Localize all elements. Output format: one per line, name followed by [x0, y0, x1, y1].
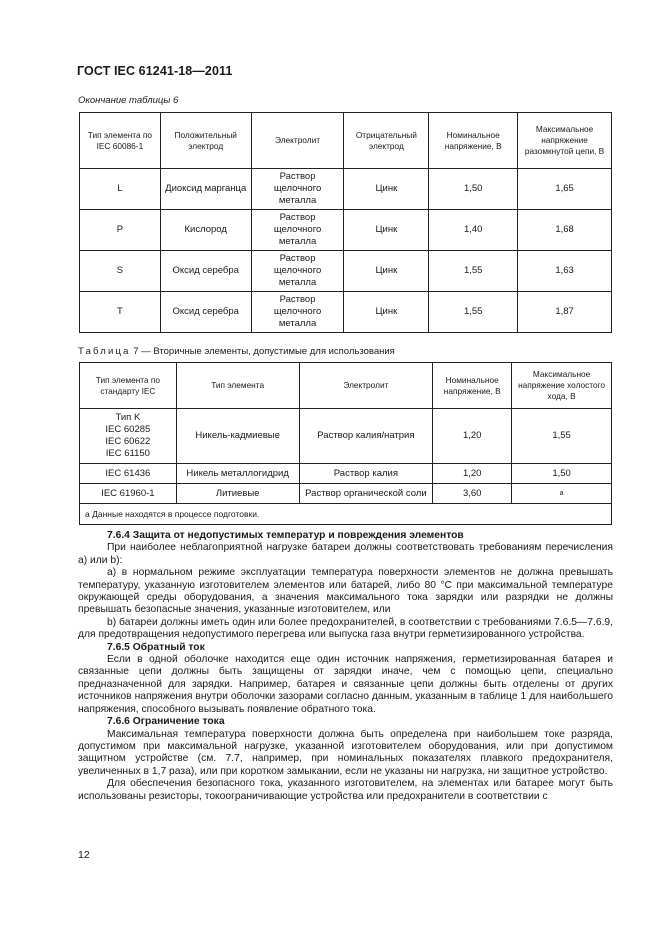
- table7-caption-label: Таблица: [78, 346, 131, 357]
- table-cell: IEC 61960-1: [80, 484, 177, 504]
- table-6: [79, 112, 612, 333]
- table7-header-nominal: Номинальное напряжение, В: [433, 363, 512, 409]
- paragraph: Максимальная температура поверхности должна быть определена при наибольшем токе разряда, допустимом при максимальной нагрузке, указанной изготовителем оборудования, или при допустимом защитном устройстве (см. 7.7, например, при номинальных показателях плавкого предохранителя, увеличенных в 1,7 раза), или при коротком замыкании, если не указаны ни нагрузка, ни защитное устройство.: [78, 728, 613, 777]
- table7-header-max: Максимальное напряжение холостого хода, В: [512, 363, 612, 409]
- table-cell: Диоксид марганца: [160, 169, 251, 210]
- table-cell: P: [80, 210, 161, 251]
- table-cell: T: [80, 292, 161, 333]
- table-row: [80, 464, 612, 484]
- table7-footnote: a Данные находятся в процессе подготовки.: [80, 504, 612, 525]
- table-7: [79, 362, 612, 525]
- table-cell: Оксид серебра: [160, 292, 251, 333]
- paragraph: Для обеспечения безопасного тока, указанного изготовителем, на элементах или батарее могут быть использованы резисторы, токоограничивающие устройства или предохранители в соответствии с: [78, 778, 613, 802]
- table-row: [80, 292, 612, 333]
- section-heading-7-6-5: 7.6.5 Обратный ток: [107, 641, 205, 653]
- paragraph: При наиболее неблагоприятной нагрузке батареи должны соответствовать требованиям перечисления а) или b):: [78, 542, 613, 566]
- table6-header-nominal: Номинальное напряжение, В: [429, 113, 518, 169]
- table-cell: Литиевые: [176, 484, 299, 504]
- table7-footnote-row: [80, 504, 612, 525]
- paragraph: b) батареи должны иметь один или более предохранителей, в соответствии с требованиями 7.6.5—7.6.9, для предотвращения недопустимого перегрева или выпуска газа внутри герметизированного устройства.: [78, 616, 613, 641]
- table7-header-type: Тип элемента: [176, 363, 299, 409]
- table-cell: IEC 61436: [80, 464, 177, 484]
- table-row: [80, 169, 612, 210]
- table7-caption-text: 7 — Вторичные элементы, допустимые для использования: [133, 346, 395, 357]
- table-cell: Раствор щелочного металла: [251, 251, 344, 292]
- section-heading-7-6-6: 7.6.6 Ограничение тока: [107, 716, 225, 728]
- table-cell: 1,55: [429, 292, 518, 333]
- table7-caption: [78, 346, 395, 357]
- table-cell: Оксид серебра: [160, 251, 251, 292]
- table-cell: 1,63: [518, 251, 612, 292]
- table-cell: 1,87: [518, 292, 612, 333]
- table-cell: 1,50: [429, 169, 518, 210]
- table6-header-positive: Положительный электрод: [160, 113, 251, 169]
- table6-header-max: Максимальное напряжение разомкнутой цепи, В: [518, 113, 612, 169]
- table-row: [80, 251, 612, 292]
- table-cell: 1,20: [433, 409, 512, 464]
- table-row: [80, 210, 612, 251]
- table6-header-row: [80, 113, 612, 169]
- table6-header-electrolyte: Электролит: [251, 113, 344, 169]
- table-row: [80, 484, 612, 504]
- table-cell: 1,40: [429, 210, 518, 251]
- table-cell: 1,50: [512, 464, 612, 484]
- table-row: [80, 409, 612, 464]
- table-cell: S: [80, 251, 161, 292]
- table6-header-type: Тип элемента по IEC 60086-1: [80, 113, 161, 169]
- table-cell: Раствор органической соли: [299, 484, 433, 504]
- section-heading-7-6-4: 7.6.4 Защита от недопустимых температур и повреждения элементов: [107, 530, 464, 541]
- body-text: [78, 530, 613, 803]
- table-cell-footnote-mark: a: [512, 484, 612, 504]
- page-number: 12: [78, 849, 90, 861]
- table7-header-standard: Тип элемента по стандарту IEC: [80, 363, 177, 409]
- table-cell: Цинк: [344, 210, 429, 251]
- table-cell: Раствор калия/натрия: [299, 409, 433, 464]
- table-cell: Кислород: [160, 210, 251, 251]
- table7-header-row: [80, 363, 612, 409]
- table-cell: 1,20: [433, 464, 512, 484]
- table-cell: Раствор щелочного металла: [251, 210, 344, 251]
- table-cell: 1,55: [429, 251, 518, 292]
- table-cell: Цинк: [344, 169, 429, 210]
- table-cell: Цинк: [344, 251, 429, 292]
- table-cell: Тип K IEC 60285 IEC 60622 IEC 61150: [80, 409, 177, 464]
- table7-header-electrolyte: Электролит: [299, 363, 433, 409]
- paragraph: а) в нормальном режиме эксплуатации температура поверхности элементов не должна превышать температуру, указанную изготовителем элементов или батарей, либо 80 °С при максимальной температуре окружающей среды оборудования, а значения максимального тока зарядки или разрядки не должны превышать безопасные значения, указанные изготовителем, или: [78, 567, 613, 616]
- table-cell: 1,68: [518, 210, 612, 251]
- table-cell: Никель металлогидрид: [176, 464, 299, 484]
- table-cell: 1,55: [512, 409, 612, 464]
- table-cell: Раствор щелочного металла: [251, 169, 344, 210]
- table-cell: 3,60: [433, 484, 512, 504]
- table6-header-negative: Отрицательный электрод: [344, 113, 429, 169]
- table-cell: 1,65: [518, 169, 612, 210]
- table-cell: L: [80, 169, 161, 210]
- paragraph: Если в одной оболочке находится еще один источник напряжения, герметизированная батарея и связанные цепи должны быть защищены от зарядки иначе, чем с помощью цепи, специально предназначенной для зарядки. Например, батарея и связанные цепи должны быть отделены от других источников напряжения внутри оболочки зазорами согласно данным, указанным в таблице 1 для наибольшего напряжения, способного вызывать появление обратного тока.: [78, 654, 613, 715]
- table-cell: Раствор калия: [299, 464, 433, 484]
- table-cell: Никель-кадмиевые: [176, 409, 299, 464]
- table6-caption: Окончание таблицы 6: [78, 95, 179, 106]
- table-cell: Цинк: [344, 292, 429, 333]
- table-cell: Раствор щелочного металла: [251, 292, 344, 333]
- document-header: ГОСТ IEC 61241-18—2011: [77, 64, 233, 78]
